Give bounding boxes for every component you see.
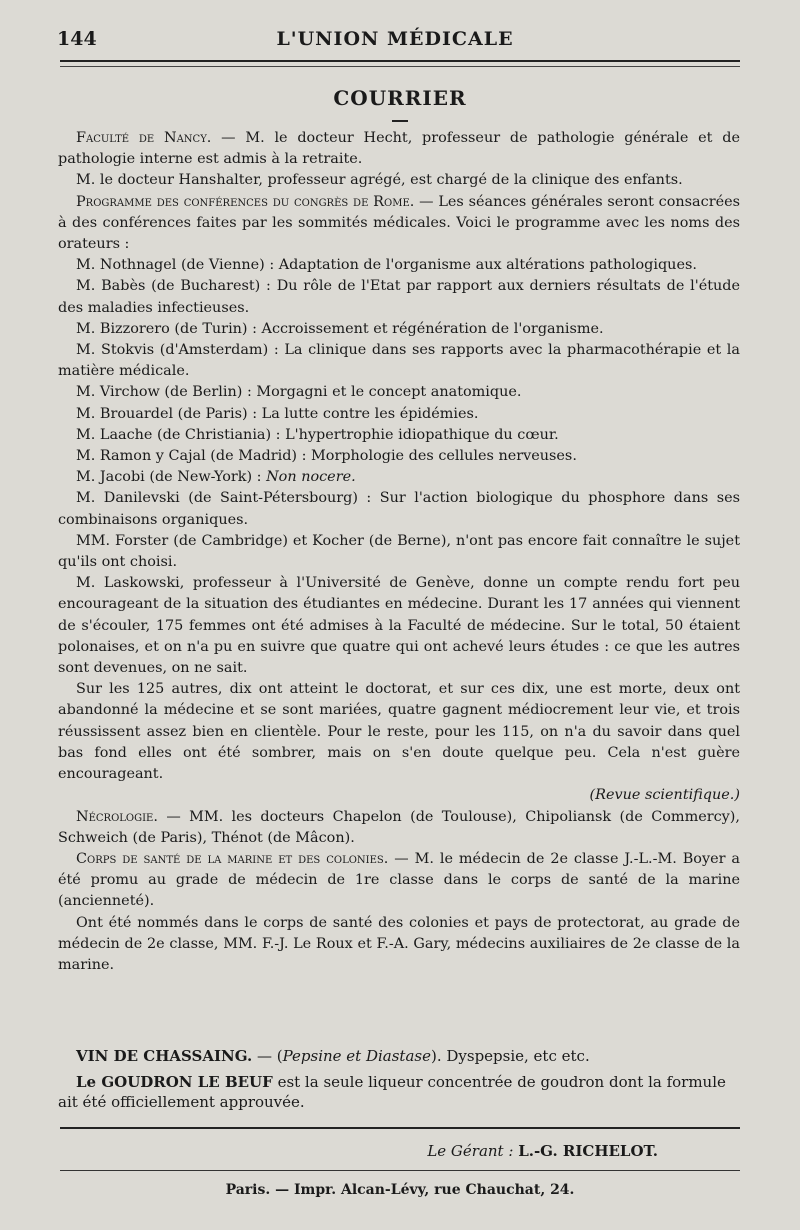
paragraph [58,488,740,530]
section-title: COURRIER [333,86,467,110]
ad-chassaing: VIN DE CHASSAING. — (Pepsine et Diastase). Dyspepsie, etc etc. [76,1047,590,1065]
paragraph [58,446,740,467]
paragraph-text: Ont été nommés dans le corps de santé des colonies et pays de protectorat, au grade de médecin de 2e classe, MM. F.-J. Le Roux et F.-A. Gary, médecins auxiliaires de 2e classe de la marine. [58,914,740,973]
title-dash [392,120,408,122]
paragraph-lead: Programme des conférences du congrès de Rome. [76,193,415,210]
paragraph-text: M. Virchow (de Berlin) : Morgagni et le concept anatomique. [76,384,522,401]
paragraph-text: — MM. les docteurs Chapelon (de Toulouse), Chipoliansk (de Commercy), Schweich (de Paris), Thénot (de Mâcon). [58,808,740,846]
paragraph [58,340,740,382]
printer-line: Paris. — Impr. Alcan-Lévy, rue Chauchat, 24. [225,1182,575,1198]
paragraph [58,255,740,276]
paragraph [58,319,740,340]
paragraph-text: — Les séances générales seront consacrées à des conférences faites par les sommités médicales. Voici le programme avec les noms des orateurs : [58,193,740,253]
paragraph-lead: Corps de santé de la marine et des colonies. [76,850,389,867]
signature-label: Le Gérant : [427,1142,514,1160]
paragraph [58,276,740,318]
paragraph [58,679,740,785]
paragraph-text: M. Babès (de Bucharest) : Du rôle de l'Etat par rapport aux derniers résultats de l'étude des maladies infectieuses. [58,278,740,316]
paragraph-text: M. Nothnagel (de Vienne) : Adaptation de l'organisme aux altérations pathologiques. [76,257,697,274]
journal-title: L'UNION MÉDICALE [276,28,514,50]
paragraph [58,849,740,913]
paragraph-lead: Nécrologie. [76,808,158,825]
paragraph-text: M. Laskowski, professeur à l'Université de Genève, donne un compte rendu fort peu encourageant de la situation des étudiantes en médecine. Durant les 17 années qui viennent de s'écouler, 175 femmes ont été admises à la Faculté de médecine. Sur le total, 50 étaient polonaises, et on n'a pu en suivre que quatre qui ont achevé leurs études : ce que les autres sont devenues, on ne sait. [58,575,740,677]
paragraph-text: M. Brouardel (de Paris) : La lutte contre les épidémies. [76,405,479,422]
page-number: 144 [57,28,97,50]
paragraph-text: M. Stokvis (d'Amsterdam) : La clinique dans ses rapports avec la pharmacothérapie et la matière médicale. [58,342,740,380]
signature-name: L.-G. RICHELOT. [518,1142,658,1160]
paragraph [58,425,740,446]
advertisements [58,1046,740,1118]
paragraph-text: M. Ramon y Cajal (de Madrid) : Morphologie des cellules nerveuses. [76,448,577,465]
page-header [45,22,745,52]
paragraph [58,531,740,573]
paragraph [58,128,740,170]
paragraph [58,913,740,977]
paragraph [58,192,740,256]
paragraph-text: M. Laache (de Christiania) : L'hypertrophie idiopathique du cœur. [76,426,559,443]
paragraph [58,467,740,488]
header-rule-thin [60,66,740,67]
paragraph-text: — M. le médecin de 2e classe J.-L.-M. Boyer a été promu au grade de médecin de 1re classe dans le corps de santé de la marine (ancienneté). [58,850,741,910]
paragraph [58,382,740,403]
paragraph [58,404,740,425]
paragraph-text: MM. Forster (de Cambridge) et Kocher (de Berne), n'ont pas encore fait connaître le sujet qu'ils ont choisi. [58,532,740,571]
ad-chassaing-name: VIN DE CHASSAING. [76,1047,253,1065]
ad-goudron-name: GOUDRON LE BEUF [101,1073,273,1091]
paragraph [58,170,740,191]
footer-rule [60,1127,740,1129]
article-body [58,128,740,976]
header-rule [60,60,740,62]
paragraph-lead: Faculté de Nancy. [76,130,212,146]
paragraph [58,807,740,849]
paragraph-italic: Non nocere. [266,469,356,486]
paragraph-text: M. le docteur Hanshalter, professeur agrégé, est chargé de la clinique des enfants. [76,172,683,189]
source-citation: (Revue scientifique.) [589,787,740,804]
paragraph-text: M. Danilevski (de Saint-Pétersbourg) : Sur l'action biologique du phosphore dans ses combinaisons organiques. [58,490,740,528]
paragraph-text: — M. le docteur Hecht, professeur de pathologie générale et de pathologie interne est admis à la retraite. [58,130,740,168]
paragraph-text: Sur les 125 autres, dix ont atteint le doctorat, et sur ces dix, une est morte, deux ont abandonné la médecine et se sont mariées, quatre gagnent médiocrement leur vie, et trois réussissent assez bien en clientèle. Pour le reste, pour les 115, on n'a du savoir dans quel bas fond elles ont été sombrer, mais on s'en doute quelque peu. Cela n'est guère encourageant. [58,681,740,783]
ad-goudron: Le GOUDRON LE BEUF est la seule liqueur concentrée de goudron dont la formule ait été officiellement approuvée. [58,1073,726,1111]
footer-rule-thin [60,1170,740,1171]
paragraph [58,573,740,679]
paragraph-text: M. Bizzorero (de Turin) : Accroissement et régénération de l'organisme. [76,320,604,337]
paragraph [58,785,740,806]
paragraph-text: M. Jacobi (de New-York) : [76,469,267,486]
signature [58,1142,658,1160]
